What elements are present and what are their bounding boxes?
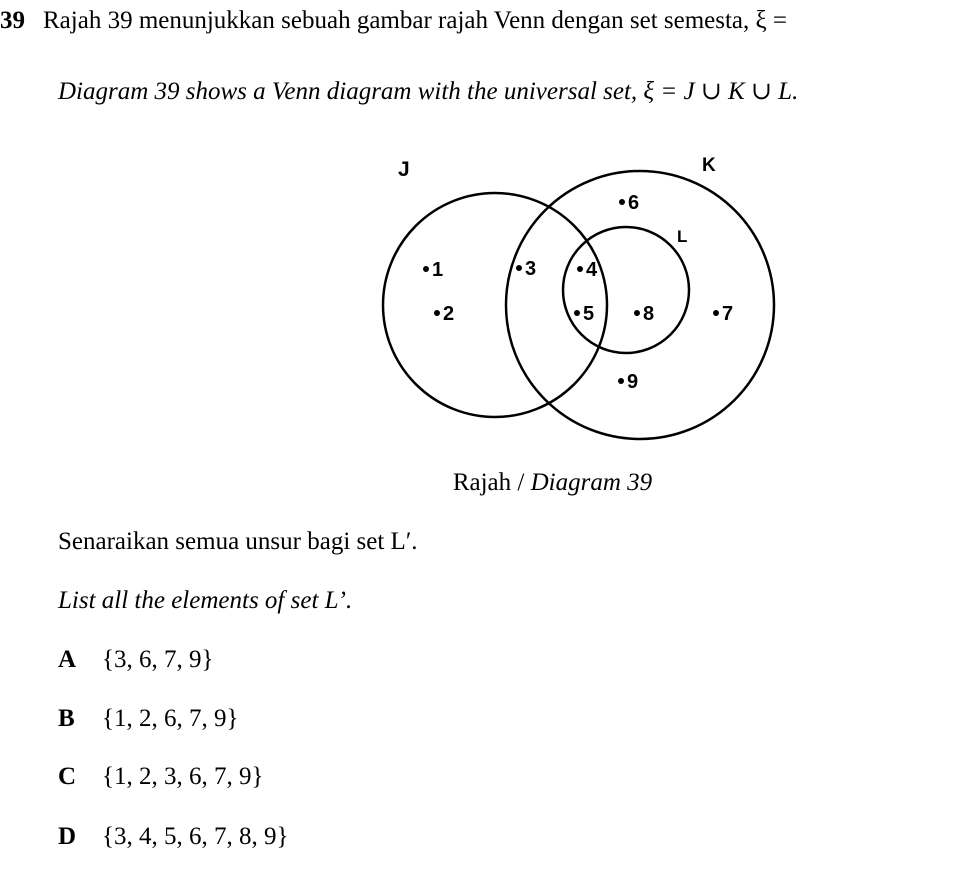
element-1 xyxy=(423,259,443,281)
question-stem-ms-text: Rajah 39 menunjukkan sebuah gambar rajah Venn dengan set semesta, ξ = xyxy=(43,7,788,34)
option-text: {3, 6, 7, 9} xyxy=(102,646,214,673)
element-4 xyxy=(577,259,598,281)
prompt-malay: Senaraikan semua unsur bagi set L′. xyxy=(58,528,418,555)
element-8 xyxy=(634,303,654,325)
svg-text:8: 8 xyxy=(643,303,655,325)
prompt-english: List all the elements of set L’. xyxy=(58,587,353,614)
svg-text:6: 6 xyxy=(628,192,640,214)
option-text: {1, 2, 6, 7, 9} xyxy=(102,705,239,732)
caption-english: Diagram 39 xyxy=(530,469,653,496)
element-7 xyxy=(713,303,733,325)
element-9 xyxy=(618,371,638,393)
option-b[interactable] xyxy=(58,704,239,734)
set-k-circle xyxy=(506,171,774,439)
set-k-label: K xyxy=(702,155,716,176)
option-letter: A xyxy=(58,646,77,673)
element-5 xyxy=(574,303,594,325)
svg-text:4: 4 xyxy=(586,259,598,281)
question-stem-en-text: Diagram 39 shows a Venn diagram with the universal set, xyxy=(58,78,644,105)
set-j-label: J xyxy=(398,158,410,181)
set-j-circle xyxy=(383,193,607,417)
caption-malay: Rajah / xyxy=(452,469,531,496)
element-6 xyxy=(619,192,639,214)
svg-text:9: 9 xyxy=(627,371,639,393)
set-l-circle xyxy=(563,227,689,353)
svg-text:2: 2 xyxy=(443,303,455,325)
universal-set-expression: ξ = J ∪ K ∪ L. xyxy=(643,78,799,105)
svg-text:1: 1 xyxy=(432,259,444,281)
question-number: 39 xyxy=(0,7,25,34)
svg-text:3: 3 xyxy=(525,258,537,280)
svg-text:7: 7 xyxy=(722,303,734,325)
option-text: {1, 2, 3, 6, 7, 9} xyxy=(102,763,264,790)
element-3 xyxy=(516,258,536,280)
svg-text:5: 5 xyxy=(583,303,595,325)
diagram-caption xyxy=(0,468,968,498)
option-letter: D xyxy=(58,823,77,850)
set-l-label: L xyxy=(677,227,688,246)
option-text: {3, 4, 5, 6, 7, 8, 9} xyxy=(102,823,289,850)
element-2 xyxy=(434,303,454,325)
option-d[interactable] xyxy=(58,822,289,852)
option-letter: B xyxy=(58,705,75,732)
option-c[interactable] xyxy=(58,762,264,792)
option-letter: C xyxy=(58,763,77,790)
option-a[interactable] xyxy=(58,645,214,675)
